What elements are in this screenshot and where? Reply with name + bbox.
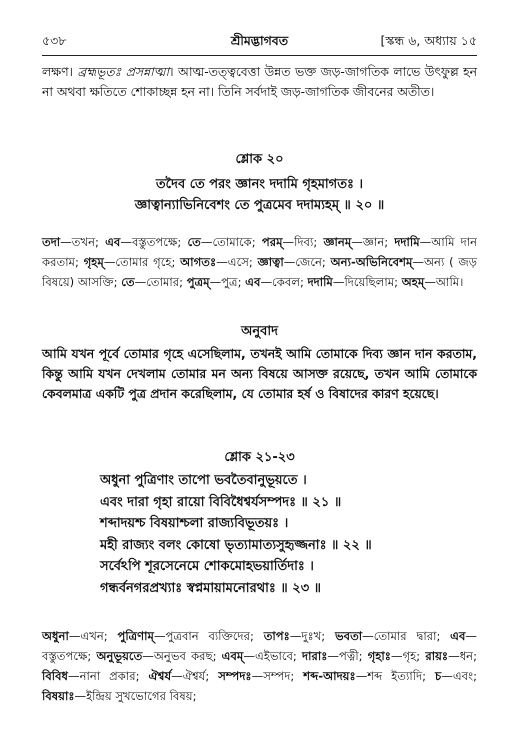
translation-text: আমি যখন পূর্বে তোমার গৃহে এসেছিলাম, তখনই আমি তোমাকে দিব্য জ্ঞান দান করতাম, কিন্তু আমি যখন দেখলাম তোমার মন অন্য বিষয়ে আসক্ত রয়েছে, তখন আমি তোমাকে কেবলমাত্র একটি পুত্র প্রদান করেছিলাম, যে তোমার হর্ষ ও বিষাদের কারণ হয়েছে। — [42, 346, 477, 401]
synonym-meaning: নানা প্রকার; — [79, 669, 140, 683]
sloka-21-23-synonyms: অধুনা—এখন; পুত্রিণাম্—পুত্রবান ব্যক্তিদের; তাপঃ—দুঃখ; ভবতা—তোমার দ্বারা; এব—বস্তুতপক্ষে; অনুভূয়তে—অনুভব করছ; এবম্—এইভাবে; দারাঃ—পত্নী; গৃহাঃ—গৃহ; রায়ঃ—ধন; বিবিধ—নানা প্রকার; ঐশ্বর্য—ঐশ্বর্য; সম্পদঃ—সম্পদ; শব্দ-আদয়ঃ—শব্দ ইত্যাদি; চ—এবং; বিষয়াঃ—ইন্দ্রিয় সুখভোগের বিষয়; — [42, 629, 478, 703]
sloka-22-line-2: মহী রাজ্যং বলং কোষো ভৃত্যামাত্যসুহৃজ্জনাঃ ॥ ২২ ॥ — [100, 537, 372, 553]
synonym-word: পরম্ — [261, 235, 283, 249]
book-title: শ্রীমদ্ভাগবত — [230, 33, 289, 48]
intro-paragraph — [42, 62, 477, 102]
synonym-word: ভবতা — [334, 629, 363, 643]
synonym-meaning: দিয়েছিলাম; — [344, 275, 399, 289]
synonym-meaning: এইভাবে; — [254, 649, 297, 663]
sloka-20-heading: শ্লোক ২০ — [235, 152, 284, 167]
synonym-word: জ্ঞাত্বা — [257, 255, 284, 269]
sloka-20-line-2: জ্ঞাত্বান্যাভিনিবেশং তে পুত্রমেব দদাম্যহম্ ॥ ২০ ॥ — [134, 198, 385, 213]
synonym-word: অহম্ — [401, 275, 425, 289]
sloka-22-line-1: শব্দাদয়শ্চ বিষয়াশ্চলা রাজ্যবিভূতয়ঃ । — [100, 516, 289, 531]
page-number: ৫৩৮ — [42, 33, 67, 48]
synonym-meaning: আমি। — [435, 275, 464, 289]
synonym-word: দদামি — [307, 275, 333, 289]
sloka-20-synonyms: তদা—তখন; এব—বস্তুতপক্ষে; তে—তোমাকে; পরম্—দিব্য; জ্ঞানম্—জ্ঞান; দদামি—আমি দান করতাম; গৃহম্—তোমার গৃহে; আগতঃ—এসে; জ্ঞাত্বা—জেনে; অন্য-অভিনিবেশম্—অন্য ( জড় বিষয়ে) আসক্তি; তে—তোমার; পুত্রম্—পুত্র; এব—কেবল; দদামি—দিয়েছিলাম; অহম্—আমি। — [42, 235, 478, 289]
synonym-word: সম্পদঃ — [218, 669, 252, 683]
synonym-word: ঐশ্বর্য — [148, 669, 172, 683]
sloka-23-line-1: সর্বেঽপি শূরসেনেমে শোকমোহভয়ার্তিদাঃ । — [100, 559, 314, 574]
synonym-word: তদা — [42, 235, 61, 249]
sloka-23-line-2: গন্ধর্বনগরপ্রখ্যাঃ স্বপ্নমায়ামনোরথাঃ ॥ ২৩ ॥ — [100, 580, 322, 596]
synonym-meaning: দুঃখ; — [301, 629, 326, 643]
synonym-meaning: শব্দ ইত্যাদি; — [367, 669, 427, 683]
synonym-word: বিবিধ — [42, 669, 69, 683]
sloka-20 — [42, 150, 477, 216]
translation-heading: অনুবাদ — [241, 324, 278, 339]
synonym-meaning: অনুভব করছ; — [153, 649, 217, 663]
synonym-meaning: আমি দান করতাম; — [42, 235, 478, 269]
synonym-word: জ্ঞানম্ — [323, 235, 352, 249]
sloka-21-line-1: অধুনা পুত্রিণাং তাপো ভবতৈবানুভূয়তে । — [100, 473, 307, 488]
synonym-word: দদামি — [394, 235, 420, 249]
synonym-meaning: তোমার গৃহে; — [115, 255, 176, 269]
synonym-meaning: দিব্য; — [294, 235, 318, 249]
translation-section — [42, 322, 477, 404]
header-rule — [42, 55, 477, 56]
synonym-word: পুত্রিণাম্ — [117, 629, 154, 643]
synonym-word: অনুভূয়তে — [96, 649, 143, 663]
sloka-20-line-1: তদৈব তে পরং জ্ঞানং দদামি গৃহমাগতঃ । — [155, 177, 364, 192]
chapter-reference: [স্কন্ধ ৬, অধ্যায় ১৫ — [380, 33, 477, 48]
synonym-meaning: তোমাকে; — [212, 235, 256, 249]
sloka-21-23-heading: শ্লোক ২১-২৩ — [224, 450, 295, 465]
synonym-meaning: এখন; — [80, 629, 108, 643]
intro-italic-quote: ব্রহ্মভূতঃ প্রসন্নাত্মা — [77, 65, 170, 79]
synonym-meaning: পত্নী; — [338, 649, 363, 663]
synonym-word: এব — [105, 235, 121, 249]
synonym-meaning: কেবল; — [272, 275, 304, 289]
synonym-word: তে — [121, 275, 135, 289]
synonym-meaning: জেনে; — [295, 255, 326, 269]
synonym-meaning: এসে; — [227, 255, 253, 269]
sloka-21-23 — [42, 448, 477, 599]
synonym-meaning: তখন; — [71, 235, 99, 249]
synonym-meaning: বস্তুতপক্ষে; — [131, 235, 182, 249]
synonym-meaning: বস্তুতপক্ষে; — [42, 649, 92, 663]
synonym-meaning: ধন; — [459, 649, 478, 663]
intro-start: লক্ষণ। — [42, 65, 73, 79]
synonym-word: চ — [434, 669, 442, 683]
synonym-meaning: পুত্রবান ব্যক্তিদের; — [165, 629, 254, 643]
synonym-word: তে — [187, 235, 201, 249]
synonym-meaning: অন্য ( জড় বিষয়ে) আসক্তি; — [42, 255, 478, 289]
synonym-word: রায়ঃ — [425, 649, 449, 663]
synonym-meaning: ইন্দ্রিয় সুখভোগের বিষয়; — [86, 689, 197, 703]
synonym-meaning: জ্ঞান; — [362, 235, 389, 249]
synonym-meaning: তোমার দ্বারা; — [373, 629, 441, 643]
synonym-meaning: ঐশ্বর্য; — [182, 669, 210, 683]
synonym-word: অন্য-অভিনিবেশম্ — [330, 255, 413, 269]
synonym-word: এব — [450, 629, 466, 643]
synonym-word: শব্দ-আদয়ঃ — [303, 669, 356, 683]
synonym-meaning: গৃহ; — [402, 649, 421, 663]
synonym-meaning: তোমার; — [146, 275, 184, 289]
synonym-word: তাপঃ — [263, 629, 290, 643]
synonym-word: বিষয়াঃ — [42, 689, 75, 703]
intro-rest: । আত্ম-তত্ত্ববেত্তা উন্নত ভক্ত জড়-জাগতিক লাভে উৎফুল্ল হন না অথবা ক্ষতিতে শোকাচ্ছন্ন হন না। তিনি সর্বদাই জড়-জাগতিক জীবনের অতীত। — [42, 65, 477, 99]
synonym-meaning: সম্পদ; — [263, 669, 295, 683]
synonym-word: এব — [245, 275, 261, 289]
synonym-word: আগতঃ — [180, 255, 217, 269]
synonym-word: অধুনা — [42, 629, 69, 643]
sloka-21-line-2: এবং দারা গৃহা রায়ো বিবিধৈশ্বর্যসম্পদঃ ॥ ২১ ॥ — [100, 494, 342, 510]
page-header — [42, 33, 477, 51]
synonym-meaning: পুত্র; — [221, 275, 242, 289]
synonym-word: গৃহাঃ — [367, 649, 391, 663]
synonym-word: পুত্রম্ — [186, 275, 210, 289]
synonym-word: এবম্ — [221, 649, 244, 663]
synonym-meaning: এবং; — [452, 669, 477, 683]
synonym-word: দারাঃ — [302, 649, 328, 663]
synonym-word: গৃহম্ — [83, 255, 104, 269]
